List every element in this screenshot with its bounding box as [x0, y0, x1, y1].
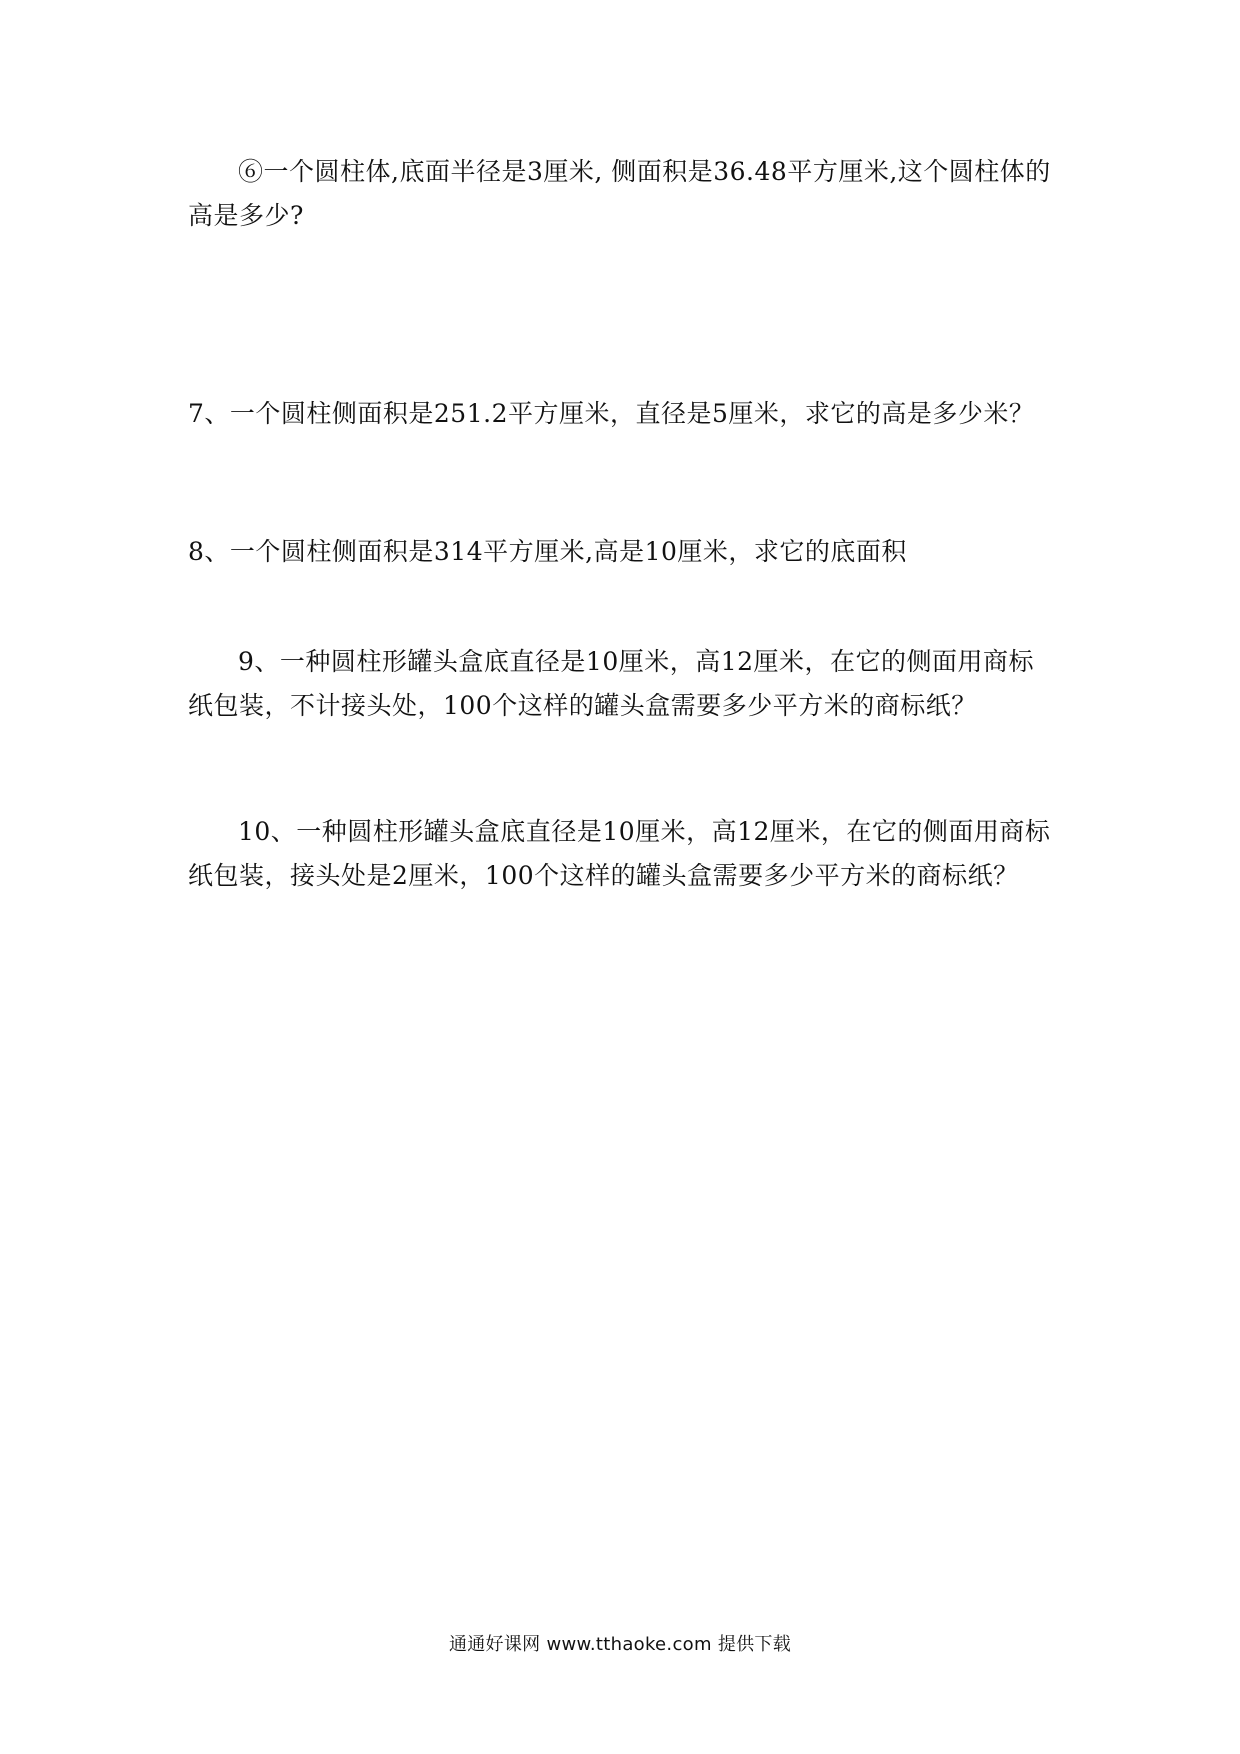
- page-footer: 通通好课网 www.tthaoke.com 提供下载: [448, 1634, 792, 1655]
- question-10: 10、一种圆柱形罐头盒底直径是10厘米，高12厘米，在它的侧面用商标纸包装，接头处是2厘米，100个这样的罐头盒需要多少平方米的商标纸？: [188, 817, 1051, 890]
- question-8: 8、一个圆柱侧面积是314平方厘米,高是10厘米，求它的底面积: [188, 537, 907, 566]
- question-9: 9、一种圆柱形罐头盒底直径是10厘米，高12厘米，在它的侧面用商标纸包装，不计接头处，100个这样的罐头盒需要多少平方米的商标纸？: [188, 647, 1035, 720]
- question-6: ⑥一个圆柱体,底面半径是3厘米, 侧面积是36.48平方厘米,这个圆柱体的高是多少?: [188, 157, 1051, 230]
- question-7: 7、一个圆柱侧面积是251.2平方厘米，直径是5厘米，求它的高是多少米？: [188, 399, 1035, 428]
